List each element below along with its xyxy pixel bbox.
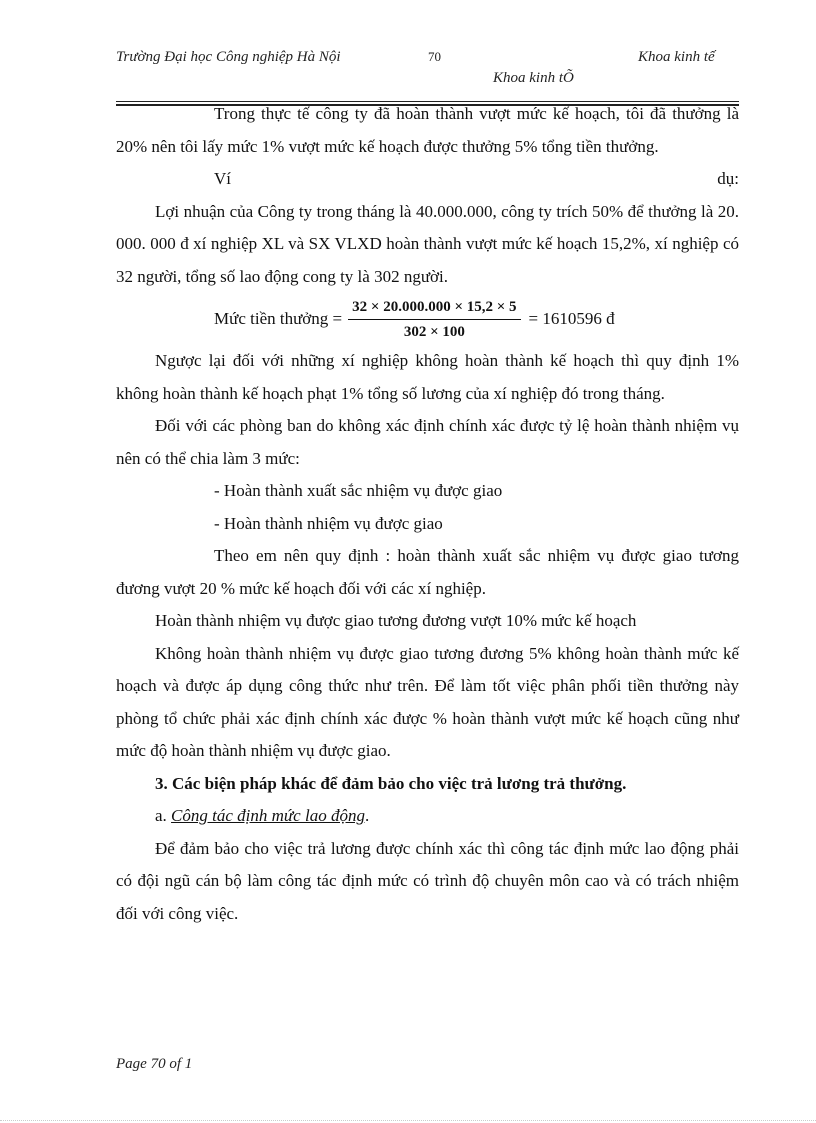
bonus-formula — [116, 294, 739, 344]
paragraph: Hoàn thành nhiệm vụ được giao tương đương vượt 10% mức kế hoạch — [155, 611, 637, 630]
subsection-prefix: a. — [155, 806, 172, 825]
formula-result: = 1610596 đ — [528, 308, 615, 328]
paragraph: Để đảm bảo cho việc trả lương được chính xác thì công tác định mức lao động phải có đội ngũ cán bộ làm công tác định mức có trình độ chuyên môn cao và có trách nhiệm đối với công việc. — [116, 838, 739, 923]
formula-label: Mức tiền thưởng = — [214, 308, 343, 328]
header-page-number: 70 — [428, 49, 441, 64]
header-faculty: Khoa kinh tế — [638, 49, 715, 65]
subsection-title: Công tác định mức lao động — [171, 806, 365, 825]
bullet-item: - Hoàn thành xuất sắc nhiệm vụ được giao — [214, 481, 503, 500]
formula-denominator: 302 × 100 — [403, 323, 465, 340]
paragraph: Theo em nên quy định : hoàn thành xuất sắc nhiệm vụ được giao tương đương vượt 20 % mức kế hoạch đối với các xí nghiệp. — [116, 546, 739, 598]
example-line — [116, 163, 739, 196]
formula-fraction — [348, 297, 520, 342]
example-label-left: Ví — [214, 169, 231, 188]
paragraph: Lợi nhuận của Công ty trong tháng là 40.000.000, công ty trích 50% để thưởng là 20. 000. 000 đ xí nghiệp XL và SX VLXD hoàn thành vượt mức kế hoạch 15,2%, xí nghiệp có 32 người, tổng số lao động cong ty là 302 người. — [116, 201, 739, 286]
paragraph: Không hoàn thành nhiệm vụ được giao tương đương 5% không hoàn thành mức kế hoạch và được áp dụng công thức như trên. Để làm tốt việc phân phối tiền thưởng này phòng tổ chức phải xác định chính xác được % hoàn thành vượt mức kế hoạch cũng như mức độ hoàn thành nhiệm vụ được giao. — [116, 643, 739, 760]
header-faculty-sub: Khoa kinh tÕ — [493, 70, 574, 86]
header-school: Trường Đại học Công nghiệp Hà Nội — [116, 49, 341, 65]
subsection-heading — [116, 800, 739, 833]
bullet-item: - Hoàn thành nhiệm vụ được giao — [214, 513, 443, 533]
section-heading: 3. Các biện pháp khác để đảm bảo cho việc trả lương trả thưởng. — [155, 773, 627, 793]
formula-numerator: 32 × 20.000.000 × 15,2 × 5 — [348, 297, 520, 320]
paragraph: Đối với các phòng ban do không xác định chính xác được tỷ lệ hoàn thành nhiệm vụ nên có thể chia làm 3 mức: — [116, 416, 739, 468]
page-footer: Page 70 of 1 — [116, 1056, 193, 1072]
page-bottom-divider — [0, 1120, 816, 1121]
document-body — [116, 98, 739, 930]
paragraph: Ngược lại đối với những xí nghiệp không hoàn thành kế hoạch thì quy định 1% không hoàn thành kế hoạch phạt 1% tổng số lương của xí nghiệp đó trong tháng. — [116, 351, 739, 403]
paragraph: Trong thực tế công ty đã hoàn thành vượt mức kế hoạch, tôi đã thưởng là 20% nên tôi lấy mức 1% vượt mức kế hoạch được thưởng 5% tổng tiền thưởng. — [116, 104, 739, 156]
example-label-right: dụ: — [717, 169, 739, 188]
subsection-suffix: . — [364, 806, 370, 825]
